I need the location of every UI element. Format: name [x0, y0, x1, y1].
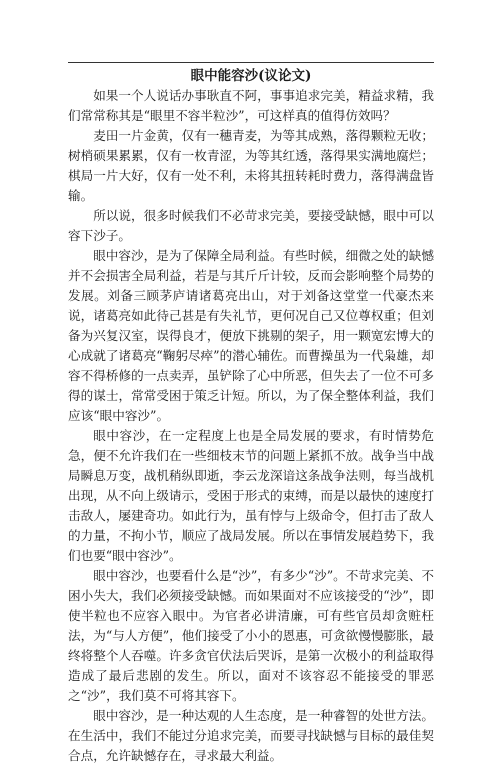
article-title: 眼中能容沙(议论文)	[190, 68, 312, 84]
paragraph-3: 所以说，很多时候我们不必苛求完美，要接受缺憾，眼中可以容下沙子。	[68, 208, 434, 243]
paragraph-1: 如果一个人说话办事耿直不阿，事事追求完美，精益求精，我们常常称其是“眼里不容半粒沙”，可这样真的值得仿效吗？	[68, 88, 434, 123]
paragraph-2: 麦田一片金黄，仅有一穗青麦，为等其成熟，落得颗粒无收；树梢硕果累累，仅有一枚青涩，为等其红透，落得果实满地腐烂；棋局一片大好，仅有一处不利，未将其扭转耗时费力，落得满盘皆输。	[68, 128, 434, 203]
paragraph-4: 眼中容沙，是为了保障全局利益。有些时候，细微之处的缺憾并不会损害全局利益，若是与其斤斤计较，反而会影响整个局势的发展。刘备三顾茅庐请诸葛亮出山，对于刘备这堂堂一代豪杰来说，诸葛亮如此待己甚是有失礼节，更何况自己又位尊权重；但刘备为兴复汉室，误得良才，便放下挑剔的架子，用一颗宽宏博大的心成就了诸葛亮“鞠躬尽瘁”的潜心辅佐。而曹操虽为一代枭雄，却容不得桥修的一点卖弄，虽铲除了心中所恶，但失去了一位不可多得的谋士，常常受困于策乏计短。所以，为了保全整体利益，我们应该“眼中容沙”。	[68, 248, 434, 423]
article-body	[68, 66, 434, 766]
paragraph-5: 眼中容沙，在一定程度上也是全局发展的要求，有时情势危急，便不允许我们在一些细枝末节的问题上紧抓不放。战争当中战局瞬息万变，战机稍纵即逝，李云龙深谙这条战争法则，每当战机出现，从不向上级请示，受困于形式的束缚，而是以最快的速度打击敌人，屡建奇功。如此行为，虽有悖与上级命令，但打击了敌人的力量，不拘小节，顺应了战局发展。所以在事情发展趋势下，我们也要“眼中容沙”。	[68, 428, 434, 563]
paragraph-6: 眼中容沙，也要看什么是“沙”，有多少“沙”。不苛求完美、不困小失大，我们必须接受缺憾。而如果面对不应该接受的“沙”，即使半粒也不应容入眼中。为官者必讲清廉，可有些官员却贪赃枉法，为“与人方便”，他们接受了小小的恩惠，可贪欲慢慢膨胀，最终将整个人吞噬。许多贪官伏法后哭诉，是第一次极小的利益取得造成了最后悲剧的发生。所以，面对不该容忍不能接受的罪恶之“沙”，我们莫不可将其容下。	[68, 568, 434, 703]
paragraph-7: 眼中容沙，是一种达观的人生态度，是一种睿智的处世方法。在生活中，我们不能过分追求完美，而要寻找缺憾与目标的最佳契合点，允许缺憾存在，寻求最大利益。	[68, 708, 434, 763]
header-rule	[68, 62, 434, 63]
